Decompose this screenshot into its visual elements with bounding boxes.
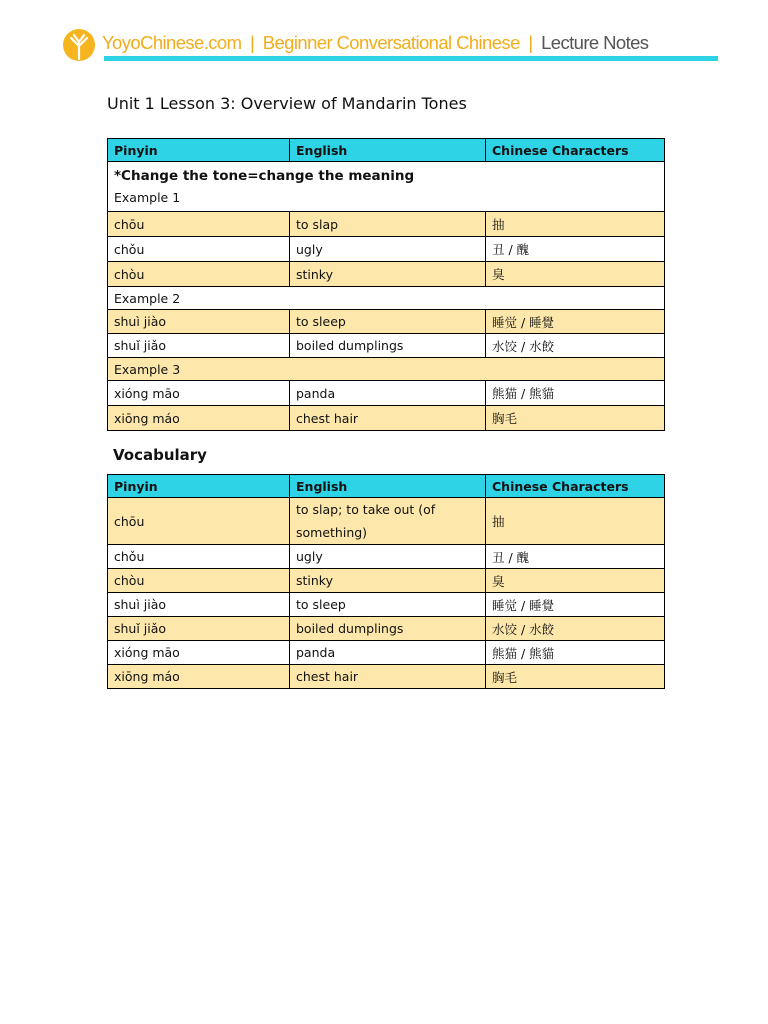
chinese-cell: 抽 bbox=[486, 212, 665, 237]
table-header-row bbox=[108, 139, 665, 162]
header-pinyin: Pinyin bbox=[108, 139, 290, 162]
header-brand-line bbox=[102, 32, 648, 54]
header-english: English bbox=[290, 475, 486, 498]
chinese-cell: 臭 bbox=[486, 262, 665, 287]
chinese-cell: 熊猫 / 熊貓 bbox=[486, 641, 665, 665]
table-row bbox=[108, 406, 665, 431]
chinese-cell: 丑 / 醜 bbox=[486, 545, 665, 569]
section-name: Lecture Notes bbox=[541, 32, 649, 53]
page-title: Unit 1 Lesson 3: Overview of Mandarin Tones bbox=[107, 94, 467, 113]
english-cell: chest hair bbox=[290, 406, 486, 431]
vocabulary-heading: Vocabulary bbox=[113, 446, 207, 464]
pinyin-cell: shuǐ jiǎo bbox=[108, 334, 290, 358]
chinese-cell: 抽 bbox=[486, 498, 665, 545]
example-row bbox=[108, 287, 665, 310]
table-row bbox=[108, 665, 665, 689]
english-cell: stinky bbox=[290, 569, 486, 593]
english-cell: boiled dumplings bbox=[290, 617, 486, 641]
header-english: English bbox=[290, 139, 486, 162]
pinyin-cell: xióng māo bbox=[108, 381, 290, 406]
chinese-cell: 丑 / 醜 bbox=[486, 237, 665, 262]
header-separator: | bbox=[249, 32, 255, 53]
english-cell: chest hair bbox=[290, 665, 486, 689]
table-row bbox=[108, 593, 665, 617]
header-rule bbox=[104, 56, 718, 61]
pinyin-cell: chōu bbox=[108, 498, 290, 545]
course-name: Beginner Conversational Chinese bbox=[262, 32, 520, 53]
pinyin-cell: chōu bbox=[108, 212, 290, 237]
pinyin-cell: chòu bbox=[108, 262, 290, 287]
table-row bbox=[108, 237, 665, 262]
pinyin-cell: xiōng máo bbox=[108, 665, 290, 689]
english-cell: to sleep bbox=[290, 310, 486, 334]
tones-table bbox=[107, 138, 665, 431]
table-header-row bbox=[108, 475, 665, 498]
english-cell: stinky bbox=[290, 262, 486, 287]
table-row bbox=[108, 569, 665, 593]
english-cell: panda bbox=[290, 641, 486, 665]
example-label: Example 2 bbox=[108, 287, 665, 310]
brand-name[interactable]: YoyoChinese.com bbox=[102, 32, 242, 53]
pinyin-cell: shuǐ jiǎo bbox=[108, 617, 290, 641]
pinyin-cell: chòu bbox=[108, 569, 290, 593]
table-row bbox=[108, 498, 665, 545]
chinese-cell: 臭 bbox=[486, 569, 665, 593]
example-row bbox=[108, 358, 665, 381]
table-row bbox=[108, 262, 665, 287]
chinese-cell: 胸毛 bbox=[486, 406, 665, 431]
yoyo-tree-logo-icon bbox=[62, 28, 96, 64]
english-cell: ugly bbox=[290, 237, 486, 262]
english-cell: ugly bbox=[290, 545, 486, 569]
page-header bbox=[62, 28, 718, 68]
example-label: Example 1 bbox=[114, 190, 181, 205]
pinyin-cell: shuì jiào bbox=[108, 310, 290, 334]
english-cell: to slap bbox=[290, 212, 486, 237]
table-row bbox=[108, 381, 665, 406]
chinese-cell: 熊猫 / 熊貓 bbox=[486, 381, 665, 406]
header-chinese: Chinese Characters bbox=[486, 139, 665, 162]
english-cell: panda bbox=[290, 381, 486, 406]
english-cell: boiled dumplings bbox=[290, 334, 486, 358]
table-row bbox=[108, 641, 665, 665]
pinyin-cell: xióng māo bbox=[108, 641, 290, 665]
header-pinyin: Pinyin bbox=[108, 475, 290, 498]
chinese-cell: 睡觉 / 睡覺 bbox=[486, 310, 665, 334]
chinese-cell: 胸毛 bbox=[486, 665, 665, 689]
table-row bbox=[108, 334, 665, 358]
english-cell: to slap; to take out (of something) bbox=[290, 498, 486, 545]
vocabulary-table bbox=[107, 474, 665, 689]
pinyin-cell: xiōng máo bbox=[108, 406, 290, 431]
table-row bbox=[108, 545, 665, 569]
english-cell: to sleep bbox=[290, 593, 486, 617]
header-chinese: Chinese Characters bbox=[486, 475, 665, 498]
table-row bbox=[108, 212, 665, 237]
pinyin-cell: chǒu bbox=[108, 237, 290, 262]
tone-note: *Change the tone=change the meaning bbox=[114, 168, 415, 184]
chinese-cell: 水饺 / 水餃 bbox=[486, 617, 665, 641]
pinyin-cell: shuì jiào bbox=[108, 593, 290, 617]
pinyin-cell: chǒu bbox=[108, 545, 290, 569]
header-separator: | bbox=[528, 32, 533, 53]
note-row bbox=[108, 162, 665, 212]
example-label: Example 3 bbox=[108, 358, 665, 381]
table-row bbox=[108, 617, 665, 641]
table-row bbox=[108, 310, 665, 334]
chinese-cell: 睡觉 / 睡覺 bbox=[486, 593, 665, 617]
chinese-cell: 水饺 / 水餃 bbox=[486, 334, 665, 358]
